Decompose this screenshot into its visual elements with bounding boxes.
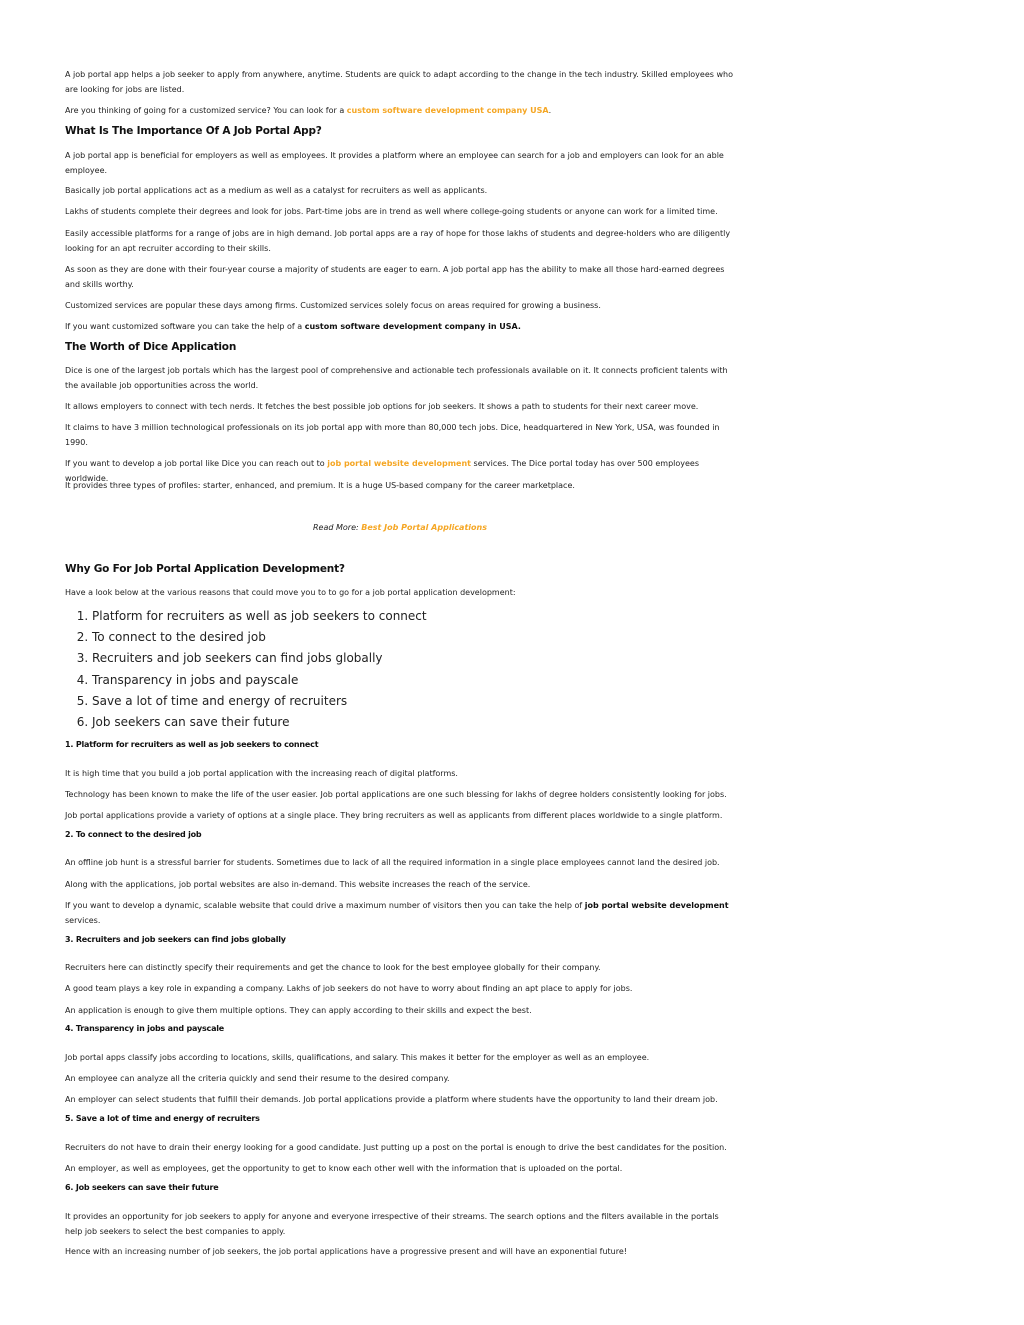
section-5-paragraph-1: Recruiters do not have to drain their energy looking for a good candidate. Just putting up a post on the portal is enough to drive the best candidates for the position. [65, 1143, 727, 1152]
section-2-paragraph-3 [65, 898, 735, 928]
read-more-line [65, 520, 735, 535]
dice-heading: The Worth of Dice Application [65, 341, 237, 353]
section-3-paragraph-2: A good team plays a key role in expanding a company. Lakhs of job seekers do not have to worry about finding an apt place to apply for jobs. [65, 984, 633, 993]
section-6-paragraph-2: Hence with an increasing number of job seekers, the job portal applications have a progressive present and will have an exponential future! [65, 1247, 627, 1256]
section-1-paragraph-1: It is high time that you build a job portal application with the increasing reach of digital platforms. [65, 769, 458, 778]
job-portal-development-link[interactable]: job portal website development [327, 459, 471, 468]
importance-paragraph-4: Easily accessible platforms for a range of jobs are in high demand. Job portal apps are a ray of hope for those lakhs of students and degree-holders who are diligently looking for an apt recruiter according to their skills. [65, 229, 731, 253]
read-more-link[interactable]: Best Job Portal Applications [361, 523, 487, 532]
reasons-list [65, 606, 762, 733]
importance-paragraph-6: Customized services are popular these days among firms. Customized services solely focus on areas required for growing a business. [65, 301, 601, 310]
list-item: 6. Job seekers can save their future [92, 712, 762, 733]
importance-paragraph-7 [65, 319, 735, 334]
section-5-number: 5. [65, 1114, 74, 1123]
section-5-title: Save a lot of time and energy of recruiters [75, 1114, 260, 1123]
section-1-paragraph-2: Technology has been known to make the life of the user easier. Job portal applications are one such blessing for lakhs of degree holders consistently looking for jobs. [65, 790, 727, 799]
section-4-paragraph-3: An employer can select students that fulfill their demands. Job portal applications provide a platform where students have the opportunity to land their dream job. [65, 1095, 718, 1104]
custom-software-bold-text: custom software development company in USA. [304, 322, 521, 331]
section-5-paragraph-2: An employer, as well as employees, get the opportunity to get to know each other well with the information that is uploaded on the portal. [65, 1164, 623, 1173]
section-6-heading [65, 1182, 735, 1194]
list-item: 5. Save a lot of time and energy of recruiters [92, 691, 762, 712]
section-6-number: 6. [65, 1183, 74, 1192]
importance-paragraph-2: Basically job portal applications act as a medium as well as a catalyst for recruiters as well as applicants. [65, 186, 488, 195]
section-3-heading [65, 934, 735, 946]
why-intro: Have a look below at the various reasons that could move you to to go for a job portal application development: [65, 588, 516, 597]
custom-software-link[interactable]: custom software development company USA [346, 106, 549, 115]
section-2-paragraph-3-text: If you want to develop a dynamic, scalable website that could drive a maximum number of visitors then you can take the help of [65, 901, 585, 910]
why-heading: Why Go For Job Portal Application Development? [65, 563, 345, 575]
section-1-paragraph-3: Job portal applications provide a variety of options at a single place. They bring recruiters as well as applicants from different places worldwide to a single platform. [65, 811, 723, 820]
dice-paragraph-2: It allows employers to connect with tech nerds. It fetches the best possible job options for job seekers. It shows a path to students for their next career move. [65, 402, 699, 411]
section-2-heading [65, 829, 735, 841]
importance-paragraph-7-text: If you want customized software you can take the help of a [65, 322, 305, 331]
section-3-paragraph-1: Recruiters here can distinctly specify their requirements and get the chance to look for the best employee globally for their company. [65, 963, 601, 972]
job-portal-bold-text: job portal website development [584, 901, 729, 910]
section-6-paragraph-1: It provides an opportunity for job seekers to apply for anyone and everyone irrespective of their streams. The search options and the filters available in the portals help job seekers to select the best companies to apply. [65, 1212, 719, 1236]
section-5-heading [65, 1113, 735, 1125]
dice-paragraph-3: It claims to have 3 million technological professionals on its job portal app with more than 80,000 tech jobs. Dice, headquartered in New York, USA, was founded in 1990. [65, 423, 720, 447]
section-2-title: To connect to the desired job [75, 830, 202, 839]
intro-paragraph-2 [65, 103, 735, 118]
section-2-paragraph-3-end: services. [65, 916, 101, 925]
importance-heading: What Is The Importance Of A Job Portal App? [65, 125, 322, 137]
importance-paragraph-3: Lakhs of students complete their degrees and look for jobs. Part-time jobs are in trend as well where college-going students or anyone can work for a limited time. [65, 207, 718, 216]
dice-paragraph-5: It provides three types of profiles: starter, enhanced, and premium. It is a huge US-based company for the career marketplace. [65, 481, 575, 490]
section-4-paragraph-1: Job portal apps classify jobs according to locations, skills, qualifications, and salary. This makes it better for the employer as well as an employee. [65, 1053, 650, 1062]
section-1-number: 1. [65, 740, 74, 749]
section-4-number: 4. [65, 1024, 74, 1033]
section-1-heading [65, 739, 735, 751]
section-6-title: Job seekers can save their future [75, 1183, 219, 1192]
section-3-title: Recruiters and job seekers can find jobs globally [75, 935, 286, 944]
section-1-title: Platform for recruiters as well as job seekers to connect [75, 740, 319, 749]
list-item: 1. Platform for recruiters as well as job seekers to connect [92, 606, 762, 627]
importance-paragraph-5: As soon as they are done with their four-year course a majority of students are eager to earn. A job portal app has the ability to make all those hard-earned degrees and skills worthy. [65, 265, 725, 289]
read-more-label: Read More: [313, 523, 362, 532]
section-4-title: Transparency in jobs and payscale [75, 1024, 225, 1033]
intro-paragraph-2-text: Are you thinking of going for a customized service? You can look for a [65, 106, 347, 115]
list-item: 3. Recruiters and job seekers can find jobs globally [92, 648, 762, 669]
section-3-number: 3. [65, 935, 74, 944]
list-item: 2. To connect to the desired job [92, 627, 762, 648]
section-3-paragraph-3: An application is enough to give them multiple options. They can apply according to their skills and expect the best. [65, 1006, 532, 1015]
dice-paragraph-1: Dice is one of the largest job portals which has the largest pool of comprehensive and actionable tech professionals available on it. It connects proficient talents with the available job opportunities across the world. [65, 366, 728, 390]
list-item: 4. Transparency in jobs and payscale [92, 670, 762, 691]
intro-paragraph-1: A job portal app helps a job seeker to apply from anywhere, anytime. Students are quick to adapt according to the change in the tech industry. Skilled employees who are looking for jobs are listed. [65, 70, 733, 94]
dice-paragraph-4-end: services. The Dice portal today has over 500 employees worldwide. [65, 459, 700, 483]
section-2-paragraph-2: Along with the applications, job portal websites are also in-demand. This website increases the reach of the service. [65, 880, 531, 889]
section-2-paragraph-1: An offline job hunt is a stressful barrier for students. Sometimes due to lack of all the required information in a single place employees cannot land the desired job. [65, 858, 720, 867]
section-4-paragraph-2: An employee can analyze all the criteria quickly and send their resume to the desired company. [65, 1074, 450, 1083]
section-2-number: 2. [65, 830, 74, 839]
intro-paragraph-2-end: . [548, 106, 552, 115]
section-4-heading [65, 1023, 735, 1035]
dice-paragraph-4-text: If you want to develop a job portal like Dice you can reach out to [65, 459, 328, 468]
importance-paragraph-1: A job portal app is beneficial for employers as well as employees. It provides a platform where an employee can search for a job and employers can look for an able employee. [65, 151, 724, 175]
